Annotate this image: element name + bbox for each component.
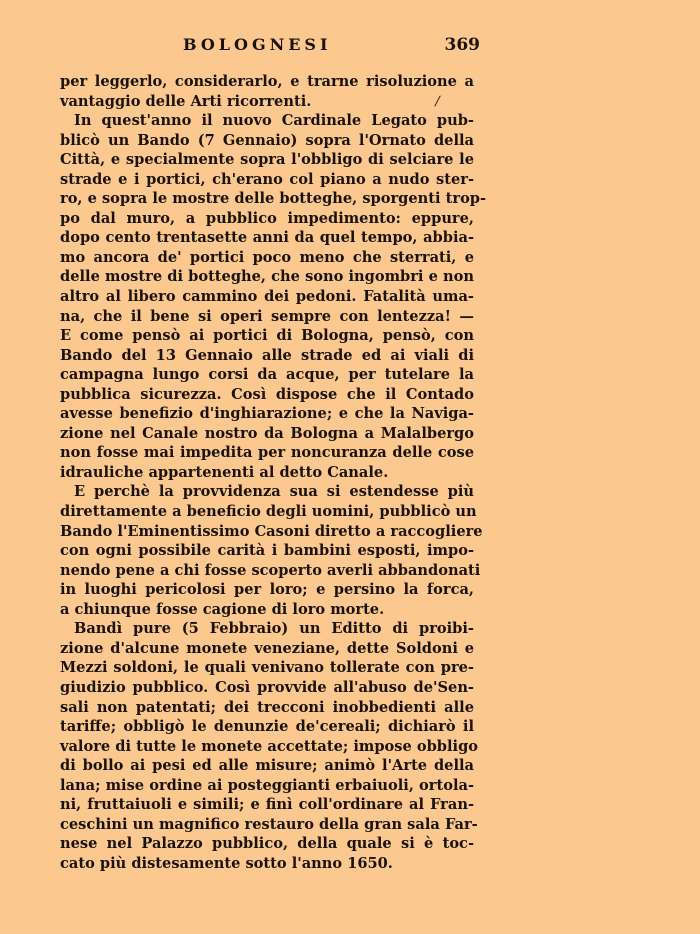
text-line: altro al libero cammino dei pedoni. Fatalità uma- — [60, 288, 474, 306]
text-line: Città, e specialmente sopra l'obbligo di selciare le — [60, 151, 474, 169]
text-line: zione nel Canale nostro da Bologna a Malalbergo — [60, 424, 474, 442]
text-line: na, che il bene si operi sempre con lentezza! — — [60, 307, 474, 325]
running-head — [60, 35, 480, 59]
text-line: cato più distesamente sotto l'anno 1650. — [60, 854, 393, 872]
text-line: In quest'anno il nuovo Cardinale Legato pub- — [74, 112, 474, 130]
text-line: direttamente a beneficio degli uomini, pubblicò un — [60, 503, 477, 521]
text-line: di bollo ai pesi ed alle misure; animò l'Arte della — [60, 757, 474, 775]
text-line: Mezzi soldoni, le quali venivano tollerate con pre- — [60, 659, 474, 677]
text-line: po dal muro, a pubblico impedimento: eppure, — [60, 209, 474, 227]
page-number: 369 — [444, 35, 480, 55]
text-line: nese nel Palazzo pubblico, della quale si è toc- — [60, 835, 474, 853]
text-line: sali non patentati; dei trecconi inobbedienti alle — [60, 698, 474, 716]
text-line: nendo pene a chi fosse scoperto averli abbandonati — [60, 561, 481, 579]
text-line: blicò un Bando (7 Gennaio) sopra l'Ornato della — [60, 131, 474, 149]
text-line: giudizio pubblico. Così provvide all'abuso de'Sen- — [60, 678, 474, 696]
text-line: a chiunque fosse cagione di loro morte. — [60, 600, 385, 618]
text-line: Bando del 13 Gennaio alle strade ed ai viali di — [60, 346, 474, 364]
text-line: campagna lungo corsi da acque, per tutelare la — [60, 366, 474, 384]
text-line: Bando l'Eminentissimo Casoni diretto a raccogliere — [60, 522, 483, 540]
text-line: con ogni possibile carità i bambini esposti, impo- — [60, 542, 474, 560]
text-line: in luoghi pericolosi per loro; e persino la forca, — [60, 581, 474, 599]
text-line: E perchè la provvidenza sua si estendesse più — [74, 483, 474, 501]
text-line: non fosse mai impedita per noncuranza delle cose — [60, 444, 474, 462]
text-line: per leggerlo, considerarlo, e trarne risoluzione a — [60, 73, 474, 90]
text-line: ro, e sopra le mostre delle botteghe, sporgenti trop- — [60, 190, 487, 208]
running-title: BOLOGNESI — [183, 35, 332, 54]
text-line: tariffe; obbligò le denunzie de'cereali; dichiarò il — [60, 718, 474, 736]
text-line: delle mostre di botteghe, che sono ingombri e non — [60, 268, 474, 286]
body-text — [60, 72, 487, 873]
text-line: mo ancora de' portici poco meno che sterrati, e — [60, 248, 474, 266]
text-line: ni, fruttaiuoli e simili; e finì coll'ordinare al Fran- — [60, 796, 474, 814]
text-line: valore di tutte le monete accettate; impose obbligo — [60, 737, 479, 755]
text-line: lana; mise ordine ai posteggianti erbaiuoli, ortola- — [60, 776, 474, 794]
text-line: ceschini un magnifico restauro della gran sala Far- — [60, 815, 478, 833]
text-line: avesse benefizio d'inghiarazione; e che la Naviga- — [60, 405, 474, 423]
text-line: pubblica sicurezza. Così dispose che il Contado — [60, 385, 474, 403]
text-line: E come pensò ai portici di Bologna, pensò, con — [60, 327, 474, 345]
text-line: zione d'alcune monete veneziane, dette Soldoni e — [60, 639, 474, 657]
text-line: vantaggio delle Arti ricorrenti. — [60, 92, 312, 110]
text-line: idrauliche appartenenti al detto Canale. — [60, 463, 389, 481]
text-line: dopo cento trentasette anni da quel tempo, abbia- — [60, 229, 474, 247]
text-line: Bandì pure (5 Febbraio) un Editto di proibi- — [74, 620, 474, 638]
text-line: strade e i portici, ch'erano col piano a nudo ster- — [60, 170, 474, 188]
